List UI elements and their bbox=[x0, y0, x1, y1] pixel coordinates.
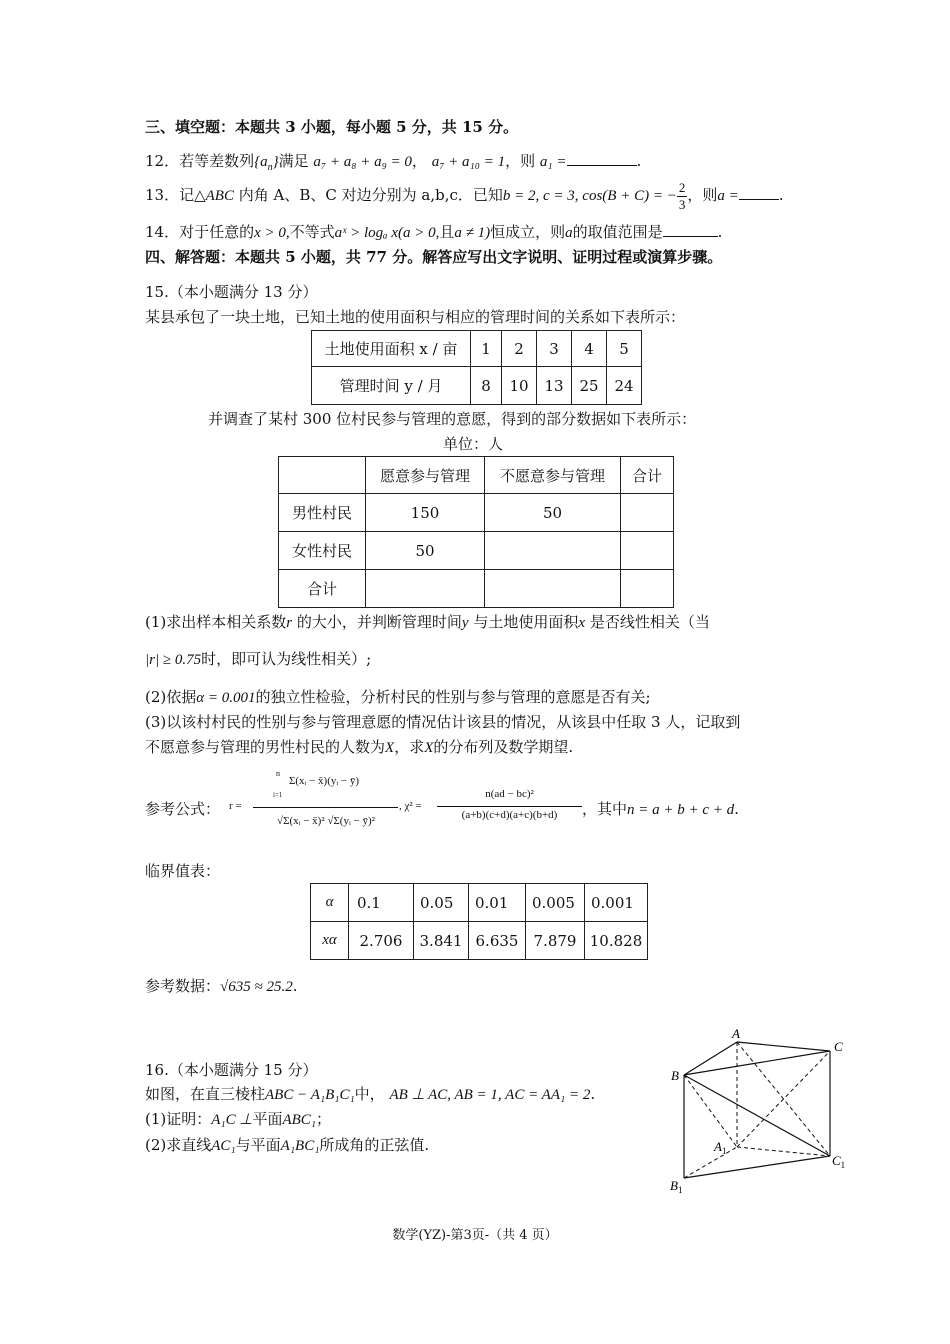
survey-table-cell: 150 bbox=[366, 494, 485, 532]
label-c: C bbox=[834, 1039, 843, 1054]
q13-end: . bbox=[778, 186, 784, 205]
q15-part-3-line-1: (3)以该村村民的性别与参与管理意愿的情况估计该县的情况，从该县中任取 3 人，记取到 bbox=[145, 713, 741, 731]
q15-survey-text: 并调查了某村 300 位村民参与管理的意愿，得到的部分数据如下表所示： bbox=[208, 410, 697, 428]
critical-table-row1-label: α bbox=[311, 884, 349, 922]
q14-end: . bbox=[717, 223, 723, 241]
land-table-cell: 5 bbox=[607, 331, 642, 367]
critical-value-label: 临界值表： bbox=[145, 862, 221, 880]
critical-value-table bbox=[310, 883, 648, 960]
q14-inequality: aˣ > logₐ x(a > 0, bbox=[334, 225, 440, 241]
q16-part-1: (1)证明：A₁C ⊥平面ABC₁； bbox=[145, 1110, 332, 1128]
section-4-heading: 四、解答题：本题共 5 小题，共 77 分。解答应写出文字说明、证明过程或演算步骤。 bbox=[145, 248, 723, 266]
survey-table bbox=[278, 456, 674, 608]
q15-part-3-line-2: 不愿意参与管理的男性村民的人数为X，求X的分布列及数学期望. bbox=[145, 738, 574, 756]
edge-bc1 bbox=[684, 1075, 830, 1156]
edge-ac bbox=[737, 1042, 830, 1051]
q15-part-2: (2)依据α = 0.001的独立性检验，分析村民的性别与参与管理的意愿是否有关; bbox=[145, 688, 651, 706]
formula-r-fraction-bar bbox=[253, 807, 398, 808]
q13-triangle: ABC bbox=[205, 188, 234, 205]
critical-table-cell: 2.706 bbox=[349, 922, 414, 960]
formula-chi-denominator: (a+b)(c+d)(a+c)(b+d) bbox=[461, 809, 558, 821]
q13-fraction: $\frac{2}{3}$ bbox=[678, 180, 686, 212]
critical-table-cell: 7.879 bbox=[526, 922, 585, 960]
critical-table-row2-label: xα bbox=[311, 922, 349, 960]
land-table-cell: 8 bbox=[471, 367, 502, 405]
survey-table-header: 不愿意参与管理 bbox=[485, 457, 621, 494]
prism-figure bbox=[660, 1025, 860, 1195]
survey-table-cell bbox=[621, 570, 674, 608]
q14-var: a bbox=[565, 225, 573, 241]
q13-number: 13． bbox=[145, 186, 180, 205]
survey-table-header: 愿意参与管理 bbox=[366, 457, 485, 494]
q14-inequality-2: a ≠ 1) bbox=[454, 225, 491, 241]
q12-condition-2: a₇ + a₁₀ = 1 bbox=[431, 154, 506, 170]
formula-r-lhs: r = bbox=[229, 800, 242, 812]
q12-text-b: 满足 bbox=[278, 152, 309, 170]
q15-part-1-line-1: (1)求出样本相关系数r 的大小，并判断管理时间y 与土地使用面积x 是否线性相关（当 bbox=[145, 613, 710, 631]
question-12 bbox=[145, 151, 641, 174]
q14-text-b: 不等式 bbox=[289, 223, 335, 241]
q12-separator: ， bbox=[411, 152, 427, 170]
q15-intro: 某县承包了一块土地，已知土地的使用面积与相应的管理时间的关系如下表所示： bbox=[145, 308, 686, 326]
q13-text-b: 内角 A、B、C 对边分别为 a,b,c．已知 bbox=[238, 186, 503, 205]
edge-b1c1 bbox=[684, 1156, 830, 1178]
land-table-cell: 1 bbox=[471, 331, 502, 367]
q14-text-a: 对于任意的 bbox=[179, 223, 255, 241]
q12-end: . bbox=[636, 152, 642, 170]
land-table-cell: 10 bbox=[502, 367, 537, 405]
survey-table-cell bbox=[485, 532, 621, 570]
survey-table-header: 合计 bbox=[621, 457, 674, 494]
ref-data: 参考数据：√635 ≈ 25.2. bbox=[145, 977, 298, 995]
q13-ask: a = bbox=[717, 188, 739, 205]
land-table-cell: 4 bbox=[572, 331, 607, 367]
edge-a1b1 bbox=[684, 1147, 737, 1178]
q14-answer-blank[interactable] bbox=[663, 222, 718, 237]
land-table-row2-label: 管理时间 y / 月 bbox=[312, 367, 471, 405]
q12-ask: a₁ = bbox=[539, 154, 567, 170]
land-table-cell: 2 bbox=[502, 331, 537, 367]
land-table bbox=[311, 330, 642, 405]
q14-condition-x: x > 0, bbox=[254, 225, 290, 241]
formula-r-denominator: √Σ(xᵢ − x̄)² √Σ(yᵢ − ȳ)² bbox=[277, 815, 375, 827]
label-a1: $A_1$ bbox=[714, 1139, 727, 1156]
q15-part-1-line-2: |r| ≥ 0.75时，即可认为线性相关）; bbox=[145, 650, 372, 668]
critical-table-cell: 3.841 bbox=[414, 922, 469, 960]
q14-text-e: 的取值范围是 bbox=[572, 223, 663, 241]
survey-table-cell bbox=[621, 494, 674, 532]
q14-text-c: 且 bbox=[439, 223, 455, 241]
survey-table-cell bbox=[366, 570, 485, 608]
page-footer: 数学(YZ)-第3页-（共 4 页） bbox=[392, 1228, 558, 1243]
q16-part-2: (2)求直线AC₁与平面A₁BC₁所成角的正弦值. bbox=[145, 1136, 430, 1154]
q13-text-c: ，则 bbox=[687, 186, 718, 205]
section-3-heading: 三、填空题：本题共 3 小题，每小题 5 分，共 15 分。 bbox=[145, 118, 519, 136]
critical-table-cell: 0.05 bbox=[414, 884, 469, 922]
label-c1: $C_1$ bbox=[832, 1153, 846, 1170]
critical-table-cell: 6.635 bbox=[469, 922, 526, 960]
land-table-cell: 25 bbox=[572, 367, 607, 405]
edge-a1c bbox=[737, 1051, 830, 1147]
q15-unit: 单位：人 bbox=[443, 435, 504, 453]
formula-tail: ，其中n = a + b + c + d. bbox=[582, 800, 739, 818]
ref-formula-label: 参考公式： bbox=[145, 800, 221, 818]
q13-text-a: 记△ bbox=[179, 186, 206, 205]
q12-answer-blank[interactable] bbox=[567, 151, 637, 166]
survey-table-cell bbox=[485, 570, 621, 608]
q13-condition: b = 2, c = 3, cos(B + C) = − bbox=[502, 188, 677, 205]
critical-table-cell: 10.828 bbox=[585, 922, 648, 960]
label-a: A bbox=[732, 1026, 740, 1041]
q13-answer-blank[interactable] bbox=[739, 185, 779, 200]
survey-table-row-label: 合计 bbox=[279, 570, 366, 608]
edge-bc bbox=[684, 1051, 830, 1075]
label-b1: $B_1$ bbox=[670, 1178, 683, 1195]
land-table-row1-label: 土地使用面积 x / 亩 bbox=[312, 331, 471, 367]
formula-chi-fraction-bar bbox=[437, 806, 582, 807]
q14-text-d: 恒成立，则 bbox=[490, 223, 566, 241]
question-13 bbox=[145, 180, 783, 212]
survey-table-cell: 50 bbox=[485, 494, 621, 532]
critical-table-cell: 0.005 bbox=[526, 884, 585, 922]
q12-sequence: $\{a_n\}$ bbox=[254, 154, 279, 173]
survey-table-cell bbox=[621, 532, 674, 570]
land-table-cell: 24 bbox=[607, 367, 642, 405]
q15-header: 15.（本小题满分 13 分） bbox=[145, 283, 318, 301]
land-table-cell: 13 bbox=[537, 367, 572, 405]
survey-table-header bbox=[279, 457, 366, 494]
critical-table-cell: 0.1 bbox=[349, 884, 414, 922]
edge-ba1 bbox=[684, 1075, 737, 1147]
q16-header: 16.（本小题满分 15 分） bbox=[145, 1061, 318, 1079]
formula-chi-numerator: n(ad − bc)² bbox=[485, 788, 534, 800]
q16-line-1: 如图，在直三棱柱ABC − A₁B₁C₁中， AB ⊥ AC, AB = 1, AC = AA₁ = 2. bbox=[145, 1085, 596, 1103]
formula-r-numerator: n Σ(xᵢ − x̄)(yᵢ − ȳ) i=1 bbox=[273, 769, 360, 799]
q14-number: 14． bbox=[145, 223, 180, 241]
survey-table-row-label: 男性村民 bbox=[279, 494, 366, 532]
q12-text-a: 若等差数列 bbox=[179, 152, 255, 170]
q12-text-c: ，则 bbox=[505, 152, 536, 170]
survey-table-row-label: 女性村民 bbox=[279, 532, 366, 570]
question-14 bbox=[145, 222, 722, 242]
survey-table-cell: 50 bbox=[366, 532, 485, 570]
label-b: B bbox=[671, 1068, 679, 1083]
formula-chi-lhs: , χ² = bbox=[399, 800, 422, 812]
critical-table-cell: 0.001 bbox=[585, 884, 648, 922]
q12-condition-1: a₇ + a₈ + a₉ = 0 bbox=[313, 154, 412, 170]
critical-table-cell: 0.01 bbox=[469, 884, 526, 922]
q12-number: 12． bbox=[145, 152, 180, 170]
land-table-cell: 3 bbox=[537, 331, 572, 367]
